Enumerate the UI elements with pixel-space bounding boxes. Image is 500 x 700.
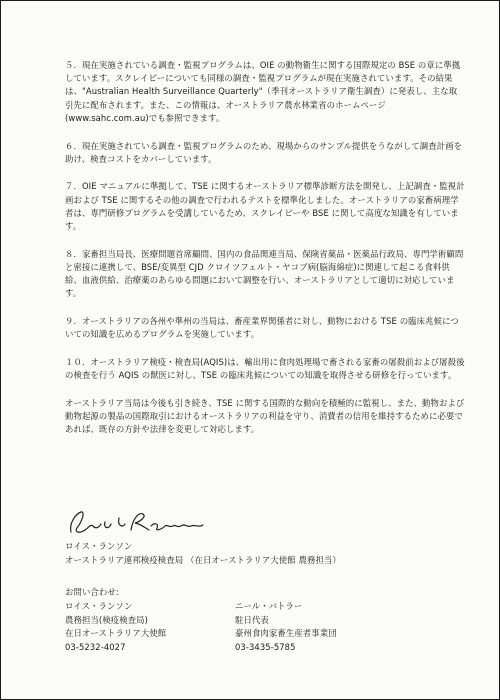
- contact-right: [235, 600, 405, 654]
- paragraph-5: ５．現在実施されている調査・監視プログラムは、OIE の動物衛生に関する国際規定の BSE の章に準拠しています。スクレイピーについても同様の調査・監視プログラムが現在実施されています。その結果は、"Australian Health Surveillance Quarterly"（季刊オーストラリア衛生調査）に発表し、主な取引先に配布されます。また、この情報は、オーストラリア農水林業省のホームページ(www.sahc.com.au)でも参照できます。: [65, 60, 461, 123]
- contact-left-phone: 03-5232-4027: [65, 641, 126, 652]
- contact-right-role: 駐日代表: [235, 614, 269, 625]
- paragraph-7: ７．OIE マニュアルに準拠して、TSE に関するオーストラリア標準診断方法を開発し、上記調査・監視計画および TSE に関するその他の調査で行われるテストを標準化しました。オーストラリアの家畜病理学者は、専門研修プログラムを受講しているため、スクレイピーや BSE に関して高度な知識を有しています。: [65, 181, 465, 232]
- document-body: [65, 59, 465, 451]
- contact-right-org: 豪州食肉家畜生産者事業団: [235, 628, 337, 639]
- closing-paragraph: オーストラリア当局は今後も引き続き、TSE に関する国際的な動向を積極的に監視し、また、動物および動物起源の製品の国際取引におけるオーストラリアの利益を守り、消費者の信用を維持するために必要であれば、既存の方針や法律を変更して対応します。: [65, 397, 465, 435]
- paragraph-9: ９．オーストラリアの各州や準州の当局は、畜産業界関係者に対し、動物における TSE の臨床兆候についての知識を広めるプログラムを実施しています。: [65, 316, 459, 340]
- signatory-name: ロイス・ランソン: [65, 541, 133, 551]
- contact-left-org: 在日オーストラリア大使館: [65, 628, 167, 639]
- contact-left-role: 農務担当(検疫検査局): [65, 614, 149, 625]
- contact-right-name: ニール・バトラー: [235, 601, 303, 611]
- signatory-title: オーストラリア連邦検疫検査局 （在日オーストラリア大使館 農務担当）: [65, 555, 341, 565]
- contact-left-name: ロイス・ランソン: [65, 601, 133, 611]
- contact-heading: お問い合わせ:: [65, 587, 119, 597]
- paragraph-8: ８．家畜担当局長、医療問題首席顧問、国内の食品関連当局、保険省薬品・医薬品行政局、専門学術顧問と密接に連携して、BSE/変異型 CJD クロイツフェルト・ヤコブ病(脳海綿症)に関連して起こる食料供給、血液供給、治療薬のあらゆる問題において調整を行い、オーストラリアとして適切に対応しています。: [65, 248, 464, 299]
- contact-right-phone: 03-3435-5785: [235, 641, 296, 652]
- paragraph-10: １０．オーストラリア検疫・検査局(AQIS)は、輸出用に食肉処理場で畜される家畜の屠殺前および屠殺後の検査を行う AQIS の獣医に対し、TSE の臨床兆候についての知識を取得させる研修を行っています。: [65, 356, 465, 381]
- paragraph-6: ６．現在実施されている調査・監視プログラムのため、現場からのサンプル提供をうながして調査計画を助け、検査コストをカバーしています。: [65, 140, 463, 164]
- handwritten-signature: [63, 506, 213, 544]
- contact-left: [65, 600, 235, 654]
